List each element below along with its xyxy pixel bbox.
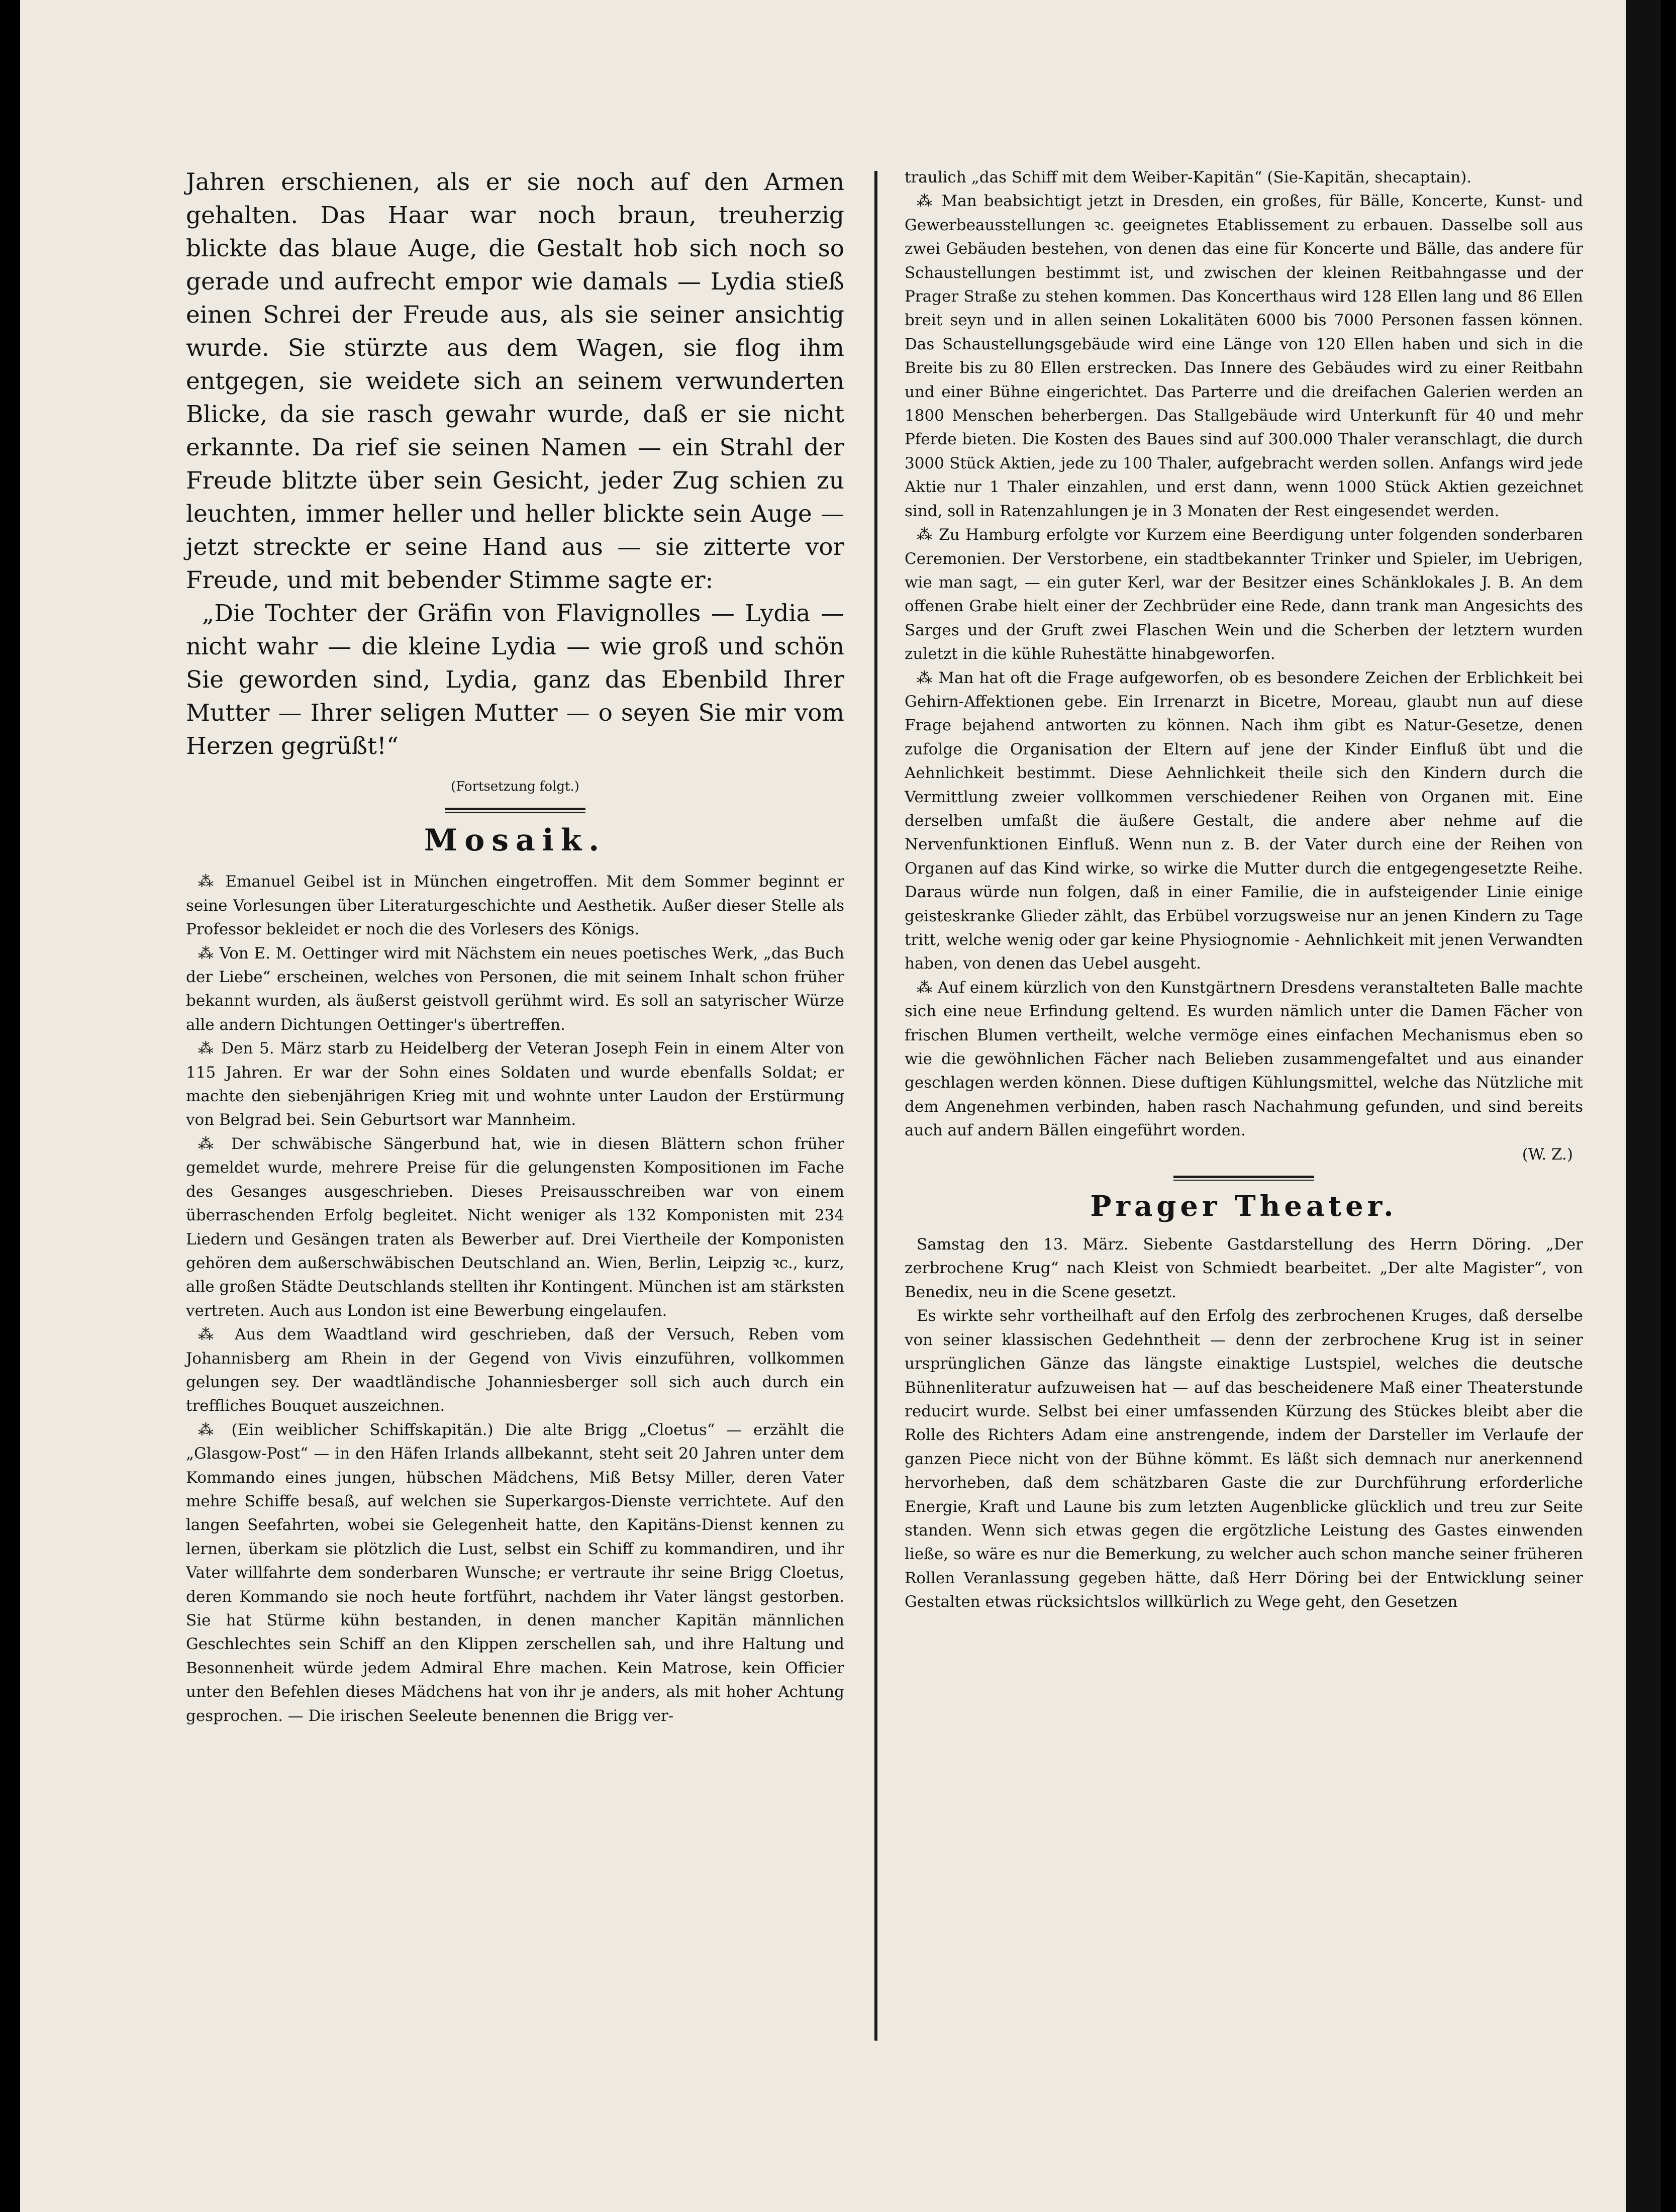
story-paragraph: Jahren erschienen, als er sie noch auf den Armen gehalten. Das Haar war noch braun, treuherzig blickte das blaue Auge, die Gestalt hob sich noch so gerade und aufrecht empor wie damals — Lydia stieß einen Schrei der Freude aus, als sie seiner ansichtig wurde. Sie stürzte aus dem Wagen, sie flog ihm entgegen, sie weidete sich an seinem verwunderten Blicke, da sie rasch gewahr wurde, daß er sie nicht erkannte. Da rief sie seinen Namen — ein Strahl der Freude blitzte über sein Gesicht, jeder Zug schien zu leuchten, immer heller und heller blickte sein Auge — jetzt streckte er seine Hand aus — sie zitterte vor Freude, und mit bebender Stimme sagte er: (186, 168, 844, 594)
theater-review (905, 1233, 1583, 1614)
mosaik-item: ⁂ Man beabsichtigt jetzt in Dresden, ein großes, für Bälle, Koncerte, Kunst- und Gewerbeausstellungen ꝛc. geeignetes Etablissement zu erbauen. Dasselbe soll aus zwei Gebäuden bestehen, von denen das eine für Koncerte und Bälle, das andere für Schaustellungen bestimmt ist, und zwischen der kleinen Reitbahngasse und der Prager Straße zu stehen kommen. Das Koncerthaus wird 128 Ellen lang und 86 Ellen breit seyn und in allen seinen Lokalitäten 6000 bis 7000 Personen fassen können. Das Schaustellungsgebäude wird eine Länge von 120 Ellen haben und sich in die Breite bis zu 80 Ellen erstrecken. Das Innere des Gebäudes wird zu einer Reitbahn und einer Bühne eingerichtet. Das Parterre und die dreifachen Galerien werden an 1800 Menschen beherbergen. Das Stallgebäude wird Unterkunft für 40 und mehr Pferde bieten. Die Kosten des Baues sind auf 300.000 Thaler veranschlagt, die durch 3000 Stück Aktien, jede zu 100 Thaler, aufgebracht werden sollen. Anfangs wird jede Aktie nur 1 Thaler einzahlen, und erst dann, wenn 1000 Stück Aktien gezeichnet sind, soll in Ratenzahlungen je in 3 Monaten der Rest eingesendet werden. (905, 192, 1583, 520)
mosaik-item: ⁂ Auf einem kürzlich von den Kunstgärtnern Dresdens veranstalteten Balle machte sich eine neue Erfindung geltend. Es wurden nämlich unter die Damen Fächer von frischen Blumen vertheilt, welche vermöge eines einfachen Mechanismus eben so wie die gewöhnlichen Fächer nach Belieben zusammengefaltet und aus einander geschlagen werden können. Diese duftigen Kühlungsmittel, welche das Nützliche mit dem Angenehmen verbinden, haben rasch Nachahmung gefunden, und sind bereits auch auf andern Bällen eingeführt worden. (905, 978, 1583, 1140)
section-rule (1173, 1176, 1314, 1181)
section-title: Mosaik. (424, 823, 607, 858)
mosaik-item: ⁂ Emanuel Geibel ist in München eingetroffen. Mit dem Sommer beginnt er seine Vorlesungen über Literaturgeschichte und Aesthetik. Außer dieser Stelle als Professor bekleidet er noch die des Vorlesers des Königs. (186, 873, 844, 939)
mosaik-item: ⁂ Von E. M. Oettinger wird mit Nächstem ein neues poetisches Werk, „das Buch der Liebe“ erscheinen, welches von Personen, die mit seinem Inhalt schon früher bekannt wurden, als äußerst geistvoll gerühmt wird. Es soll an satyrischer Würze alle andern Dichtungen Oettinger's übertreffen. (186, 944, 844, 1034)
left-column (186, 166, 844, 1728)
mosaik-list (186, 870, 844, 1728)
section-rule (445, 808, 585, 813)
mosaik-item: traulich „das Schiff mit dem Weiber-Kapitän“ (Sie-Kapitän, shecaptain). (905, 168, 1472, 186)
right-column (905, 166, 1583, 1614)
scan-edge (1626, 0, 1661, 2212)
theater-title: Prager Theater. (1090, 1190, 1398, 1223)
mosaik-item: ⁂ (Ein weiblicher Schiffskapitän.) Die alte Brigg „Cloetus“ — erzählt die „Glasgow-Post“ — in den Häfen Irlands allbekannt, steht seit 20 Jahren unter dem Kommando eines jungen, hübschen Mädchens, Miß Betsy Miller, deren Vater mehre Schiffe besaß, auf welchen sie Superkargos-Dienste verrichtete. Auf den langen Seefahrten, wobei sie Gelegenheit hatte, den Kapitäns-Dienst kennen zu lernen, überkam sie plötzlich die Lust, selbst ein Schiff zu kommandiren, und ihr Vater willfahrte dem sonderbaren Wunsche; er vertraute ihr seine Brigg Cloetus, deren Kommando sie noch heute fortführt, nachdem ihr Vater längst gestorben. Sie hat Stürme kühn bestanden, in denen mancher Kapitän männlichen Geschlechtes sein Schiff an den Klippen zerschellen sah, und ihre Haltung und Besonnenheit würde jedem Admiral Ehre machen. Kein Matrose, kein Officier unter den Befehlen dieses Mädchens hat von ihr je anders, als mit hoher Achtung gesprochen. — Die irischen Seeleute benennen die Brigg ver- (186, 1420, 844, 1725)
mosaik-item: ⁂ Man hat oft die Frage aufgeworfen, ob es besondere Zeichen der Erblichkeit bei Gehirn-Affektionen gebe. Ein Irrenarzt in Bicetre, Moreau, glaubt nun auf diese Frage bejahend antworten zu können. Nach ihm gibt es Natur-Gesetze, denen zufolge die Organisation der Eltern auf jene der Kinder Einfluß übt und die Aehnlichkeit bestimmt. Diese Aehnlichkeit theile sich den Kindern durch die Vermittlung zweier vollkommen verschiedener Reihen von Organen mit. Eine derselben umfaßt die äußere Gestalt, die andere aber nehme auf die Nervenfunktionen Einfluß. Wenn nun z. B. der Vater durch eine der Reihen von Organen auf das Kind wirke, so wirke die Mutter durch die entgegengesetzte Reihe. Daraus würde nun folgen, daß in einer Familie, die in aufsteigender Linie einige geisteskranke Glieder zählt, das Erbübel vorzugsweise nur an jenen Kindern zu Tage tritt, welche wenig oder gar keine Physiognomie - Aehnlichkeit mit jenen Verwandten haben, von denen das Uebel ausgeht. (905, 668, 1583, 973)
mosaik-list-continued (905, 166, 1583, 1167)
story-continuation (186, 166, 844, 763)
theater-lead: Samstag den 13. März. Siebente Gastdarstellung des Herrn Döring. „Der zerbrochene Krug“ nach Kleist von Schmiedt bearbeitet. „Der alte Magister“, von Benedix, neu in die Scene gesetzt. (905, 1235, 1583, 1301)
continuation-note: (Fortsetzung folgt.) (451, 779, 579, 794)
mosaik-item: ⁂ Aus dem Waadtland wird geschrieben, daß der Versuch, Reben vom Johannisberg am Rhein in der Gegend von Vivis einzuführen, vollkommen gelungen sey. Der waadtländische Johanniesberger soll sich auch durch ein treffliches Bouquet auszeichnen. (186, 1325, 844, 1415)
signature: (W. Z.) (1522, 1145, 1573, 1164)
mosaik-item: ⁂ Der schwäbische Sängerbund hat, wie in diesen Blättern schon früher gemeldet wurde, mehrere Preise für die gelungensten Kompositionen im Fache des Gesanges ausgeschrieben. Dieses Preisausschreiben war von einem überraschenden Erfolg begleitet. Nicht weniger als 132 Komponisten mit 234 Liedern und Gesängen traten als Bewerber auf. Drei Viertheile der Komponisten gehören dem außerschwäbischen Deutschland an. Wien, Berlin, Leipzig ꝛc., kurz, alle großen Städte Deutschlands stellten ihr Kontingent. München ist am stärksten vertreten. Auch aus London ist eine Bewerbung eingelaufen. (186, 1134, 844, 1320)
newspaper-page (20, 0, 1661, 2212)
story-quote: „Die Tochter der Gräfin von Flavignolles — Lydia — nicht wahr — die kleine Lydia — wie groß und schön Sie geworden sind, Lydia, ganz das Ebenbild Ihrer Mutter — Ihrer seligen Mutter — o seyen Sie mir vom Herzen gegrüßt!“ (186, 600, 844, 760)
theater-text: Es wirkte sehr vortheilhaft auf den Erfolg des zerbrochenen Kruges, daß derselbe von seiner klassischen Gedehntheit — denn der zerbrochene Krug ist in seiner ursprünglichen Gänze das längste einaktige Lustspiel, welches die deutsche Bühnenliteratur aufzuweisen hat — auf das bescheidenere Maß einer Theaterstunde reducirt wurde. Selbst bei einer umfassenden Kürzung des Stückes bleibt aber die Rolle des Richters Adam eine anstrengende, indem der Darsteller im Verlaufe der ganzen Piece nicht von der Bühne kömmt. Es läßt sich demnach nur anerkennend hervorheben, daß dem schätzbaren Gaste die zur Durchführung erforderliche Energie, Kraft und Laune bis zum letzten Augenblicke glücklich und treu zur Seite standen. Wenn sich etwas gegen die ergötzliche Leistung des Gastes einwenden ließe, so wäre es nur die Bemerkung, zu welcher auch schon manche seiner früheren Rollen Veranlassung gegeben hätte, daß Herr Döring bei der Entwicklung seiner Gestalten etwas rücksichtslos willkürlich zu Wege geht, den Gesetzen (905, 1307, 1583, 1611)
mosaik-item: ⁂ Den 5. März starb zu Heidelberg der Veteran Joseph Fein in einem Alter von 115 Jahren. Er war der Sohn eines Soldaten und wurde ebenfalls Soldat; er machte den siebenjährigen Krieg mit und wohnte unter Laudon der Erstürmung von Belgrad bei. Sein Geburtsort war Mannheim. (186, 1039, 844, 1129)
mosaik-item: ⁂ Zu Hamburg erfolgte vor Kurzem eine Beerdigung unter folgenden sonderbaren Ceremonien. Der Verstorbene, ein stadtbekannter Trinker und Spieler, im Uebrigen, wie man sagt, — ein guter Kerl, war der Besitzer eines Schänklokales J. B. An dem offenen Grabe hielt einer der Zechbrüder eine Rede, dann trank man Angesichts des Sarges und der Gruft zwei Flaschen Wein und die Scherben der letztern wurden zuletzt in die kühle Ruhestätte hinabgeworfen. (905, 526, 1583, 663)
column-separator (874, 171, 877, 2041)
